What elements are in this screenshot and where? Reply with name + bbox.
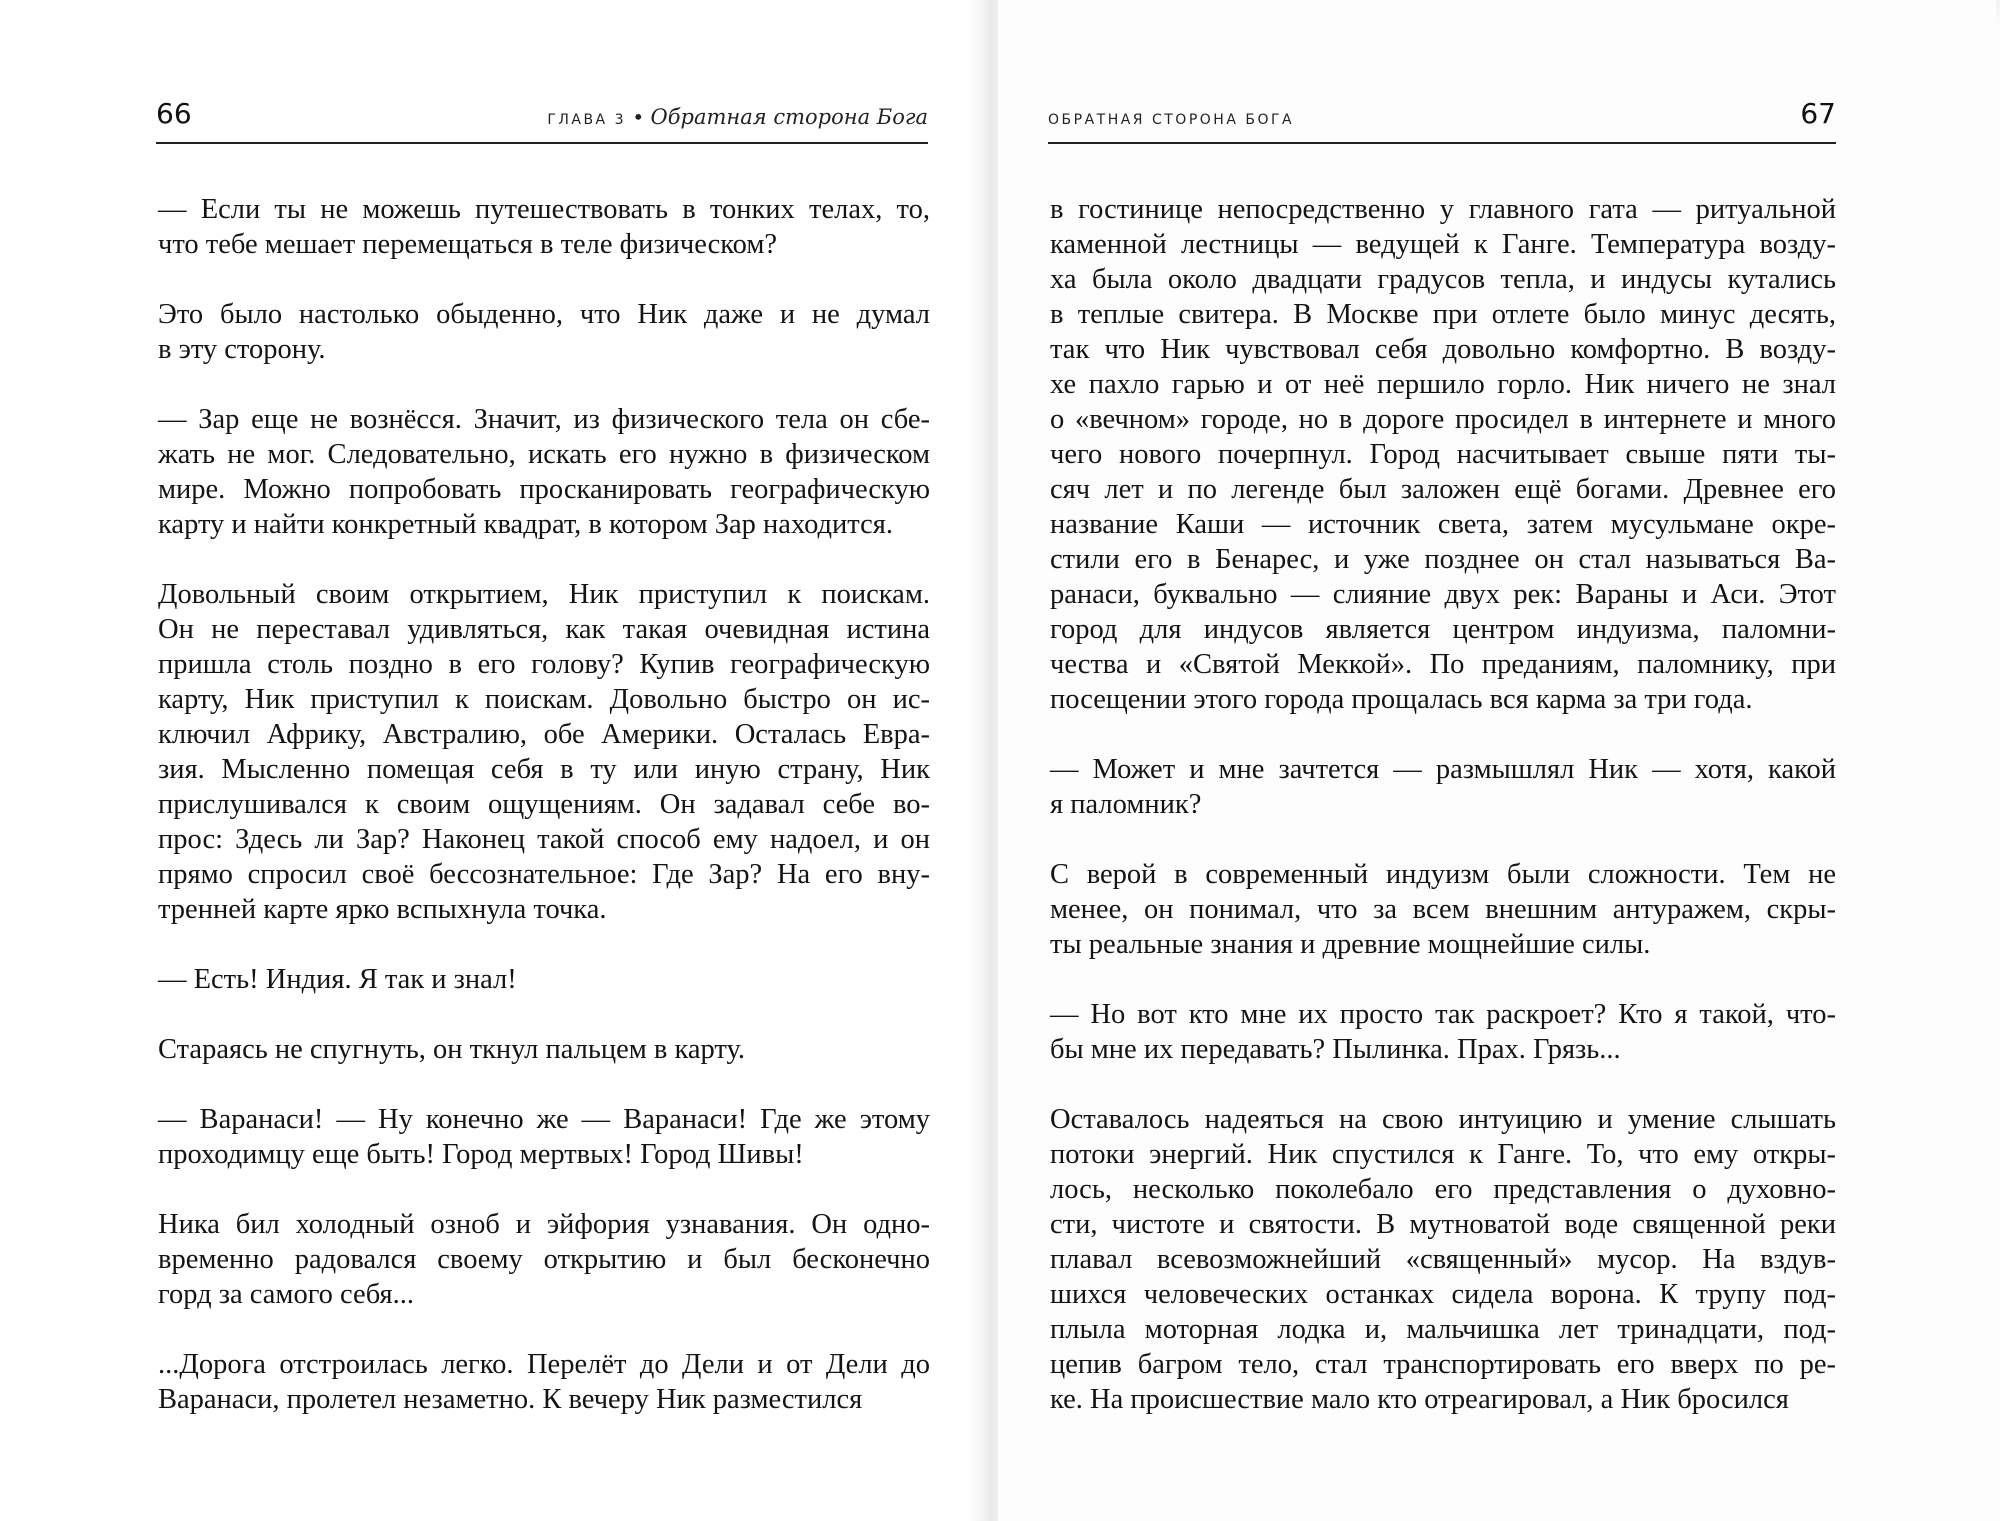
paragraph	[158, 1207, 930, 1312]
text-line: — Если ты не можешь путешествовать в тонких телах, то,	[158, 194, 930, 225]
text-line: Варанаси, пролетел незаметно. К вечеру Ник разместился	[158, 1384, 863, 1415]
text-line: Ника бил холодный озноб и эйфория узнавания. Он одно-	[158, 1209, 930, 1240]
paragraph-gap	[158, 927, 930, 962]
text-line: ранаси, буквально — слияние двух рек: Вараны и Аси. Этот	[1050, 579, 1836, 610]
page-shadow	[1996, 0, 2000, 28]
paragraph-gap	[158, 997, 930, 1032]
paragraph-gap	[158, 542, 930, 577]
paragraph	[1050, 192, 1836, 717]
paragraph	[158, 192, 930, 262]
separator-dot: •	[632, 105, 645, 129]
text-line: чества и «Святой Меккой». По преданиям, паломнику, при	[1050, 649, 1836, 680]
text-line: так что Ник чувствовал себя довольно комфортно. В возду-	[1050, 334, 1836, 365]
paragraph-gap	[1050, 962, 1836, 997]
paragraph	[158, 577, 930, 927]
book-title-label: ОБРАТНАЯ СТОРОНА БОГА	[1048, 112, 1295, 128]
text-line: мире. Можно попробовать просканировать географическую	[158, 474, 930, 505]
page-number: 67	[1800, 97, 1836, 130]
text-line: о «вечном» городе, но в дороге просидел в интернете и много	[1050, 404, 1836, 435]
text-line: Он не переставал удивляться, как такая очевидная истина	[158, 614, 930, 645]
text-line: хе пахло гарью и от неё першило горло. Ник ничего не знал	[1050, 369, 1836, 400]
text-line: ...Дорога отстроилась легко. Перелёт до Дели и от Дели до	[158, 1349, 930, 1380]
header-rule	[1048, 142, 1836, 144]
right-page-header	[1048, 96, 1836, 136]
text-line: — Зар еще не вознёсся. Значит, из физического тела он сбе-	[158, 404, 930, 435]
paragraph-gap	[158, 367, 930, 402]
text-line: в эту сторону.	[158, 334, 326, 365]
paragraph	[1050, 997, 1836, 1067]
text-line: С верой в современный индуизм были сложности. Тем не	[1050, 859, 1836, 890]
paragraph	[158, 297, 930, 367]
text-line: название Каши — источник света, затем мусульмане окре-	[1050, 509, 1836, 540]
text-line: что тебе мешает перемещаться в теле физическом?	[158, 229, 778, 260]
paragraph	[158, 1102, 930, 1172]
text-line: Довольный своим открытием, Ник приступил к поискам.	[158, 579, 930, 610]
header-rule	[156, 142, 928, 144]
paragraph-gap	[158, 1312, 930, 1347]
text-line: тренней карте ярко вспыхнула точка.	[158, 894, 607, 925]
paragraph-gap	[158, 1172, 930, 1207]
body-text	[1050, 192, 1836, 1417]
text-line: Это было настолько обыденно, что Ник даже и не думал	[158, 299, 930, 330]
text-line: — Но вот кто мне их просто так раскроет? Кто я такой, что-	[1050, 999, 1836, 1030]
text-line: ты реальные знания и древние мощнейшие силы.	[1050, 929, 1651, 960]
text-line: проходимцу еще быть! Город мертвых! Город Шивы!	[158, 1139, 804, 1170]
text-line: чего нового почерпнул. Город насчитывает свыше пяти ты-	[1050, 439, 1836, 470]
text-line: карту и найти конкретный квадрат, в котором Зар находится.	[158, 509, 893, 540]
text-line: прислушивался к своим ощущениям. Он задавал себе во-	[158, 789, 930, 820]
text-line: — Может и мне зачтется — размышлял Ник — хотя, какой	[1050, 754, 1836, 785]
text-line: плыла моторная лодка и, мальчишка лет тринадцати, под-	[1050, 1314, 1836, 1345]
text-line: жать не мог. Следовательно, искать его нужно в физическом	[158, 439, 930, 470]
text-line: город для индусов является центром индуизма, паломни-	[1050, 614, 1836, 645]
text-line: прос: Здесь ли Зар? Наконец такой способ ему надоел, и он	[158, 824, 930, 855]
running-head	[1048, 104, 1294, 133]
paragraph	[158, 1347, 930, 1417]
paragraph	[158, 1032, 930, 1067]
text-line: менее, он понимал, что за всем внешним антуражем, скры-	[1050, 894, 1836, 925]
paragraph-gap	[158, 1067, 930, 1102]
paragraph	[1050, 752, 1836, 822]
running-head	[547, 104, 928, 133]
text-line: плавал всевозможнейший «священный» мусор. На вздув-	[1050, 1244, 1836, 1275]
body-text	[158, 192, 930, 1417]
text-line: Оставалось надеяться на свою интуицию и умение слышать	[1050, 1104, 1836, 1135]
paragraph	[158, 402, 930, 542]
left-page	[0, 0, 980, 1521]
text-line: сти, чистоте и святости. В мутноватой воде священной реки	[1050, 1209, 1836, 1240]
text-line: шихся человеческих останках сидела ворона. К трупу под-	[1050, 1279, 1836, 1310]
text-line: стили его в Бенарес, и уже позднее он стал называться Ва-	[1050, 544, 1836, 575]
text-line: пришла столь поздно в его голову? Купив географическую	[158, 649, 930, 680]
text-line: в теплые свитера. В Москве при отлете было минус десять,	[1050, 299, 1836, 330]
right-page	[998, 0, 2000, 1521]
chapter-title: Обратная сторона Бога	[650, 105, 928, 129]
text-line: — Есть! Индия. Я так и знал!	[158, 964, 517, 995]
text-line: горд за самого себя...	[158, 1279, 414, 1310]
paragraph-gap	[158, 262, 930, 297]
text-line: ха была около двадцати градусов тепла, и индусы кутались	[1050, 264, 1836, 295]
page-number: 66	[156, 97, 192, 130]
paragraph	[1050, 857, 1836, 962]
paragraph	[158, 962, 930, 997]
text-line: бы мне их передавать? Пылинка. Прах. Грязь...	[1050, 1034, 1621, 1065]
chapter-label: ГЛАВА 3	[547, 112, 626, 128]
text-line: я паломник?	[1050, 789, 1202, 820]
text-line: зия. Мысленно помещая себя в ту или иную страну, Ник	[158, 754, 930, 785]
left-page-header	[156, 96, 928, 136]
paragraph-gap	[1050, 1067, 1836, 1102]
text-line: карту, Ник приступил к поискам. Довольно быстро он ис-	[158, 684, 930, 715]
text-line: сяч лет и по легенде был заложен ещё богами. Древнее его	[1050, 474, 1836, 505]
text-line: — Варанаси! — Ну конечно же — Варанаси! Где же этому	[158, 1104, 930, 1135]
text-line: лось, несколько поколебало его представления о духовно-	[1050, 1174, 1836, 1205]
paragraph-gap	[1050, 717, 1836, 752]
paragraph	[1050, 1102, 1836, 1417]
text-line: прямо спросил своё бессознательное: Где Зар? На его вну-	[158, 859, 930, 890]
text-line: каменной лестницы — ведущей к Ганге. Температура возду-	[1050, 229, 1836, 260]
paragraph-gap	[1050, 822, 1836, 857]
text-line: ключил Африку, Австралию, обе Америки. Осталась Евра-	[158, 719, 930, 750]
text-line: Стараясь не спугнуть, он ткнул пальцем в карту.	[158, 1034, 746, 1065]
text-line: посещении этого города прощалась вся карма за три года.	[1050, 684, 1753, 715]
text-line: цепив багром тело, стал транспортировать его вверх по ре-	[1050, 1349, 1836, 1380]
text-line: временно радовался своему открытию и был бесконечно	[158, 1244, 930, 1275]
text-line: потоки энергий. Ник спустился к Ганге. То, что ему откры-	[1050, 1139, 1836, 1170]
text-line: в гостинице непосредственно у главного гата — ритуальной	[1050, 194, 1836, 225]
text-line: ке. На происшествие мало кто отреагировал, а Ник бросился	[1050, 1384, 1789, 1415]
